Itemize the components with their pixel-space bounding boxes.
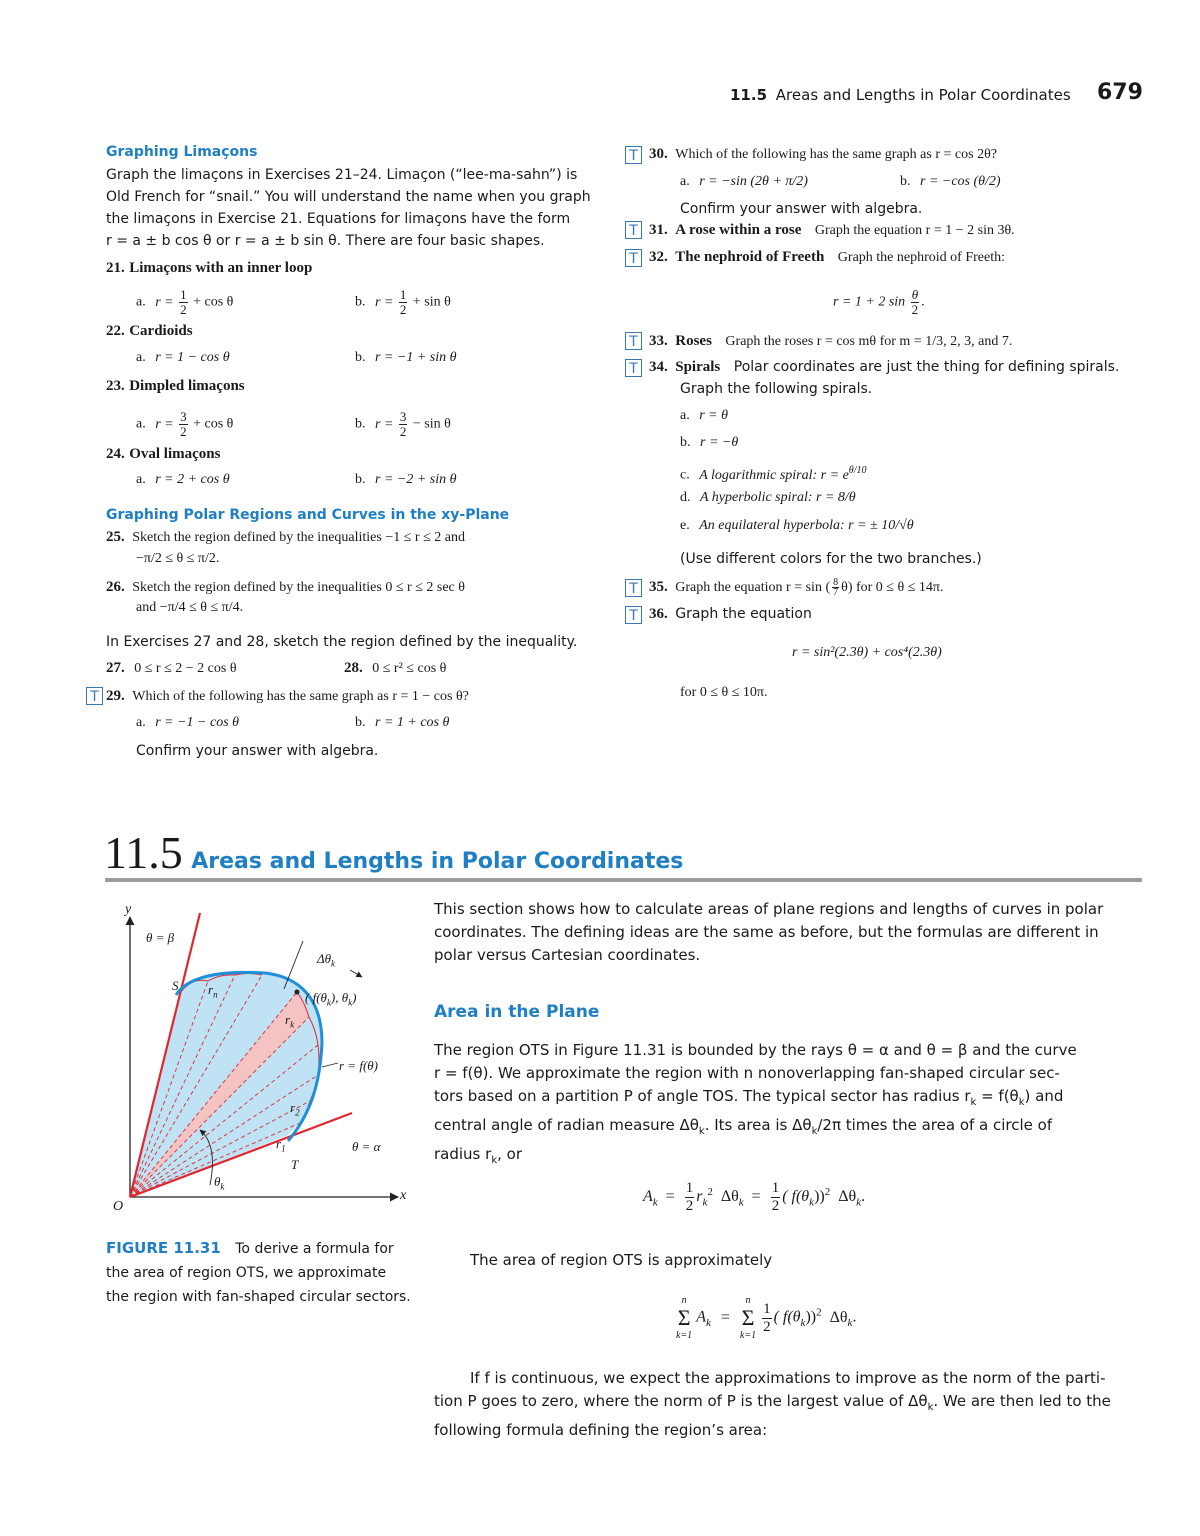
intro-line: polar versus Cartesian coordinates. bbox=[434, 946, 701, 964]
technology-icon: T bbox=[625, 332, 642, 350]
subscript: k bbox=[738, 1196, 744, 1209]
page-number: 679 bbox=[1097, 80, 1143, 105]
formula-sector-area bbox=[643, 1180, 865, 1215]
exercise-32 bbox=[649, 247, 1005, 268]
exercise-text: Graph the equation bbox=[675, 606, 812, 622]
period: . bbox=[921, 294, 925, 310]
exercise-30 bbox=[649, 144, 997, 165]
part-label: b. bbox=[355, 294, 366, 310]
fraction bbox=[771, 1180, 781, 1215]
exercise-23 bbox=[106, 376, 245, 396]
subscript: k bbox=[348, 997, 353, 1008]
equation: r = −θ bbox=[700, 435, 739, 450]
denominator: 2 bbox=[180, 302, 187, 317]
subscript: k bbox=[811, 1126, 818, 1137]
subscript: n bbox=[213, 989, 218, 1000]
part-label: a. bbox=[136, 715, 146, 730]
numerator: 1 bbox=[180, 287, 187, 302]
text: radius r bbox=[434, 1145, 492, 1163]
part-label: e. bbox=[680, 518, 690, 533]
part-label: a. bbox=[136, 294, 146, 310]
technology-icon: T bbox=[625, 606, 642, 624]
exercise-22a bbox=[136, 348, 230, 368]
exercise-29b bbox=[355, 713, 449, 733]
sum-lower: k=1 bbox=[676, 1330, 693, 1341]
denominator: 2 bbox=[763, 1318, 771, 1335]
label-r1 bbox=[276, 1136, 286, 1154]
exercise-29a bbox=[136, 713, 239, 733]
exercise-text: Graph the nephroid of Freeth: bbox=[837, 250, 1005, 265]
exercise-28 bbox=[344, 658, 446, 679]
r-symbol: r bbox=[285, 1012, 291, 1027]
exercise-text-end: θ) for 0 ≤ θ ≤ 14π. bbox=[841, 580, 944, 595]
equation-rest: + cos θ bbox=[193, 416, 234, 432]
exercise-29 bbox=[106, 686, 469, 707]
fraction bbox=[399, 410, 408, 439]
intro-line: coordinates. The defining ideas are the same as before, but the formulas are different in bbox=[434, 923, 1099, 941]
exercise-23b bbox=[355, 410, 451, 439]
para-line: r = f(θ). We approximate the region with n nonoverlapping fan-shaped circular sec- bbox=[434, 1064, 1060, 1082]
numerator: 8 bbox=[833, 577, 839, 589]
text: = f(θ bbox=[976, 1087, 1019, 1105]
exercise-title: Roses bbox=[675, 333, 712, 349]
section-intro bbox=[434, 898, 1144, 967]
fraction bbox=[762, 1301, 772, 1336]
exercise-title: The nephroid of Freeth bbox=[675, 249, 825, 265]
numerator: 1 bbox=[399, 287, 407, 302]
numerator: 1 bbox=[685, 1180, 694, 1196]
exercise-text: Graph the equation r = 1 − 2 sin 3θ. bbox=[814, 223, 1015, 238]
term: r bbox=[696, 1188, 703, 1206]
exercise-26 bbox=[106, 577, 465, 598]
subscript: k bbox=[705, 1316, 711, 1329]
exercise-35 bbox=[649, 577, 943, 598]
exercise-34d bbox=[680, 488, 856, 508]
para-line: The region OTS in Figure 11.31 is bounded by the rays θ = α and θ = β and the curve bbox=[434, 1041, 1077, 1059]
text: tors based on a partition P of angle TOS. The typical sector has radius r bbox=[434, 1087, 971, 1105]
exercise-title: Limaçons with an inner loop bbox=[129, 260, 313, 276]
subscript: k bbox=[800, 1316, 806, 1329]
exercise-number: 22. bbox=[106, 323, 125, 339]
subscript: k bbox=[326, 997, 331, 1008]
exercise-title: Spirals bbox=[675, 359, 721, 375]
figure-caption bbox=[106, 1236, 426, 1309]
exercise-title: Cardioids bbox=[129, 323, 193, 339]
exercise-number: 29. bbox=[106, 688, 125, 704]
subscript: k bbox=[491, 1155, 498, 1166]
text: , or bbox=[497, 1145, 522, 1163]
exercise-34 bbox=[649, 357, 1119, 378]
label-theta-beta: θ = β bbox=[146, 930, 175, 945]
para-line bbox=[434, 1143, 1144, 1172]
intro-line: Old French for “snail.” You will understand the name when you graph bbox=[106, 189, 591, 205]
exercise-title: Dimpled limaçons bbox=[129, 378, 245, 394]
caption-line: the region with fan-shaped circular sectors. bbox=[106, 1289, 411, 1305]
equation: r = bbox=[375, 294, 394, 310]
period: . bbox=[861, 1188, 866, 1206]
exercise-number: 35. bbox=[649, 579, 668, 595]
exponent: θ/10 bbox=[848, 465, 867, 476]
exercise-title: A rose within a rose bbox=[675, 222, 802, 238]
exercise-text: Sketch the region defined by the inequalities −1 ≤ r ≤ 2 and bbox=[132, 530, 465, 545]
intro-line: r = a ± b cos θ or r = a ± b sin θ. There are four basic shapes. bbox=[106, 233, 545, 249]
equation-rest: + cos θ bbox=[193, 294, 234, 310]
exercise-number: 31. bbox=[649, 222, 668, 238]
subscript: k bbox=[220, 1181, 225, 1192]
denominator: 2 bbox=[685, 1198, 694, 1214]
intro-line: Graph the limaçons in Exercises 21–24. Limaçon (“lee-ma-sahn”) is bbox=[106, 167, 578, 183]
label-x: x bbox=[400, 1188, 407, 1203]
exercise-34-note: (Use different colors for the two branches.) bbox=[680, 551, 982, 567]
equation: 0 ≤ r² ≤ cos θ bbox=[372, 661, 447, 676]
section-heading bbox=[104, 826, 683, 879]
equation: r = −2 + sin θ bbox=[375, 472, 457, 487]
fraction bbox=[399, 288, 408, 317]
numerator: 3 bbox=[180, 409, 187, 424]
exercise-34b bbox=[680, 433, 738, 453]
numerator: 3 bbox=[399, 409, 407, 424]
subscript: k bbox=[847, 1316, 853, 1329]
point-text: ) bbox=[352, 990, 357, 1005]
text: ) and bbox=[1024, 1087, 1064, 1105]
equation: A hyperbolic spiral: r = 8/θ bbox=[700, 490, 856, 505]
denominator: 2 bbox=[180, 424, 187, 439]
part-label: b. bbox=[355, 715, 366, 730]
section-rule bbox=[105, 878, 1142, 882]
denominator: 2 bbox=[399, 302, 407, 317]
fraction bbox=[179, 410, 188, 439]
para-line bbox=[434, 1114, 1144, 1143]
equation: r = bbox=[375, 416, 394, 432]
equation: r = −1 − cos θ bbox=[155, 715, 240, 730]
term: Δθ bbox=[720, 1188, 739, 1206]
text: tion P goes to zero, where the norm of P is the largest value of Δθ bbox=[434, 1392, 928, 1410]
part-label: a. bbox=[136, 472, 146, 487]
part-label: a. bbox=[136, 416, 146, 432]
exercise-number: 21. bbox=[106, 260, 125, 276]
part-label: d. bbox=[680, 490, 691, 505]
para-line bbox=[434, 1390, 1144, 1419]
caption-line: the area of region OTS, we approximate bbox=[106, 1265, 387, 1281]
technology-icon: T bbox=[625, 579, 642, 597]
part-label: a. bbox=[680, 408, 690, 423]
subscript: k bbox=[290, 1019, 295, 1030]
sigma-icon: Σ bbox=[741, 1305, 755, 1330]
limacon-intro bbox=[106, 164, 601, 252]
sum-upper: n bbox=[745, 1295, 751, 1306]
equation: r = θ bbox=[699, 408, 728, 423]
exercise-22 bbox=[106, 321, 193, 341]
part-label: b. bbox=[355, 416, 366, 432]
exercise-text: Graph the equation r = sin ( bbox=[675, 580, 831, 595]
exercise-34e bbox=[680, 516, 914, 536]
exercise-number: 33. bbox=[649, 333, 668, 349]
approx-intro: The area of region OTS is approximately bbox=[470, 1251, 773, 1269]
equation: r = 2 + cos θ bbox=[155, 472, 230, 487]
equation-rest: + sin θ bbox=[412, 294, 451, 310]
subscript: k bbox=[702, 1196, 708, 1209]
sigma-icon: Σ bbox=[677, 1305, 691, 1330]
technology-icon: T bbox=[625, 146, 642, 164]
r-symbol: r bbox=[276, 1136, 282, 1151]
part-label: b. bbox=[355, 472, 366, 487]
exercise-36-equation: r = sin²(2.3θ) + cos⁴(2.3θ) bbox=[792, 645, 942, 660]
equation: r = 1 + 2 sin bbox=[833, 294, 906, 310]
exercise-number: 26. bbox=[106, 579, 125, 595]
exercise-36-range: for 0 ≤ θ ≤ 10π. bbox=[680, 685, 768, 700]
exercise-number: 32. bbox=[649, 249, 668, 265]
equation-rest: − sin θ bbox=[412, 416, 451, 432]
text: central angle of radian measure Δθ bbox=[434, 1116, 699, 1134]
exercise-number: 25. bbox=[106, 529, 125, 545]
denominator: 2 bbox=[911, 302, 919, 317]
exercise-30b bbox=[900, 172, 1001, 192]
exercise-30a bbox=[680, 172, 808, 192]
label-theta-k bbox=[214, 1174, 224, 1192]
equation: A logarithmic spiral: r = e bbox=[699, 467, 849, 483]
r-symbol: r bbox=[208, 982, 214, 997]
exercise-text: Polar coordinates are just the thing for defining spirals. bbox=[733, 359, 1120, 375]
exercise-number: 30. bbox=[649, 146, 668, 162]
text: . We are then led to the bbox=[933, 1392, 1111, 1410]
denominator: 2 bbox=[771, 1198, 780, 1214]
equals: = bbox=[720, 1308, 730, 1326]
delta-arrow bbox=[350, 970, 362, 977]
label-curve: r = f(θ) bbox=[339, 1058, 378, 1073]
label-point bbox=[305, 990, 356, 1008]
exercise-number: 36. bbox=[649, 606, 668, 622]
formula-sum bbox=[676, 1294, 856, 1342]
exercise-24a bbox=[136, 470, 230, 490]
exercise-26-line2: and −π/4 ≤ θ ≤ π/4. bbox=[136, 600, 244, 615]
label-O: O bbox=[113, 1199, 124, 1214]
exercise-22b bbox=[355, 348, 457, 368]
technology-icon: T bbox=[625, 221, 642, 239]
section-number: 11.5 bbox=[104, 827, 183, 878]
subscript: k bbox=[856, 1196, 862, 1209]
exercise-27 bbox=[106, 658, 237, 679]
area-paragraph bbox=[434, 1039, 1144, 1172]
part-label: b. bbox=[355, 350, 366, 365]
exercise-33 bbox=[649, 331, 1012, 352]
part-label: a. bbox=[680, 174, 690, 189]
exercise-30-confirm: Confirm your answer with algebra. bbox=[680, 201, 923, 217]
subscript: 2 bbox=[295, 1107, 300, 1118]
term: A bbox=[643, 1188, 653, 1206]
theta-symbol: θ bbox=[214, 1174, 221, 1189]
exercise-text: Which of the following has the same graph as r = cos 2θ? bbox=[675, 147, 997, 162]
part-label: b. bbox=[680, 435, 691, 450]
subscript: k bbox=[809, 1196, 815, 1209]
point-text: ( f(θ bbox=[305, 990, 327, 1005]
exercise-34a bbox=[680, 406, 728, 426]
equation: r = 1 + cos θ bbox=[375, 715, 450, 730]
sum-1 bbox=[676, 1294, 692, 1342]
denominator: 7 bbox=[833, 587, 839, 599]
exercise-21a bbox=[136, 288, 233, 317]
exercise-number: 34. bbox=[649, 359, 668, 375]
exercise-24b bbox=[355, 470, 457, 490]
superscript: 2 bbox=[816, 1306, 822, 1319]
part-label: a. bbox=[136, 350, 146, 365]
heading-graphing-polar-regions: Graphing Polar Regions and Curves in the xy-Plane bbox=[106, 507, 510, 523]
label-rn bbox=[208, 982, 218, 1000]
subscript: k bbox=[970, 1097, 977, 1108]
superscript: 2 bbox=[707, 1185, 713, 1198]
heading-graphing-limacons: Graphing Limaçons bbox=[106, 144, 258, 160]
technology-icon: T bbox=[86, 687, 103, 705]
subscript: k bbox=[927, 1402, 934, 1413]
exercise-number: 27. bbox=[106, 660, 125, 676]
limit-paragraph bbox=[434, 1367, 1144, 1442]
period: . bbox=[852, 1308, 857, 1326]
subscript: k bbox=[698, 1126, 705, 1137]
exercise-21b bbox=[355, 288, 451, 317]
numerator: 1 bbox=[763, 1300, 771, 1317]
part-label: c. bbox=[680, 467, 690, 483]
numerator: θ bbox=[911, 287, 919, 302]
subscript: 1 bbox=[281, 1143, 286, 1154]
term: ( f(θ bbox=[773, 1308, 801, 1326]
sum-2 bbox=[740, 1294, 756, 1342]
equation: r = −sin (2θ + π/2) bbox=[699, 174, 808, 189]
equals: = bbox=[665, 1188, 675, 1206]
exercise-21 bbox=[106, 258, 312, 278]
term: Δθ bbox=[838, 1188, 857, 1206]
label-r2 bbox=[290, 1100, 300, 1118]
equation: r = −cos (θ/2) bbox=[920, 174, 1001, 189]
equation: 0 ≤ r ≤ 2 − 2 cos θ bbox=[134, 661, 237, 676]
text: /2π times the area of a circle of bbox=[817, 1116, 1053, 1134]
exercise-27-28-intro: In Exercises 27 and 28, sketch the region defined by the inequality. bbox=[106, 634, 578, 650]
equation: r = 1 − cos θ bbox=[155, 350, 230, 365]
exercise-number: 28. bbox=[344, 660, 363, 676]
numerator: 1 bbox=[771, 1180, 780, 1196]
technology-icon: T bbox=[625, 249, 642, 267]
exercise-text: Sketch the region defined by the inequalities 0 ≤ r ≤ 2 sec θ bbox=[132, 580, 465, 595]
exercise-36 bbox=[649, 604, 812, 625]
intro-line: the limaçons in Exercise 21. Equations for limaçons have the form bbox=[106, 211, 571, 227]
part-label: b. bbox=[900, 174, 911, 189]
denominator: 2 bbox=[399, 424, 407, 439]
equation: An equilateral hyperbola: r = ± 10/√θ bbox=[699, 518, 914, 533]
subscript: k bbox=[331, 958, 336, 969]
term: Δθ bbox=[829, 1308, 848, 1326]
equation: r = −1 + sin θ bbox=[375, 350, 457, 365]
exercise-text: Graph the roses r = cos mθ for m = 1/3, 2, 3, and 7. bbox=[725, 334, 1013, 349]
header-title: Areas and Lengths in Polar Coordinates bbox=[775, 86, 1071, 104]
intro-line: This section shows how to calculate areas of plane regions and lengths of curves in polar bbox=[434, 900, 1104, 918]
para-line: following formula defining the region’s area: bbox=[434, 1421, 768, 1439]
curve-leader bbox=[322, 1063, 338, 1067]
exercise-29-confirm: Confirm your answer with algebra. bbox=[136, 743, 379, 759]
exercise-text: Which of the following has the same graph as r = 1 − cos θ? bbox=[132, 689, 469, 704]
term: A bbox=[696, 1308, 706, 1326]
label-theta-alpha: θ = α bbox=[352, 1139, 381, 1154]
figure-label: FIGURE 11.31 bbox=[106, 1239, 221, 1257]
subheading-area-in-the-plane: Area in the Plane bbox=[434, 1002, 600, 1022]
exercise-32-equation bbox=[833, 288, 925, 317]
label-y: y bbox=[125, 902, 132, 917]
exercise-25-line2: −π/2 ≤ θ ≤ π/2. bbox=[136, 551, 220, 566]
term: )) bbox=[814, 1188, 825, 1206]
fraction bbox=[911, 288, 919, 317]
header-section: 11.5 bbox=[730, 86, 768, 104]
exercise-number: 23. bbox=[106, 378, 125, 394]
exercise-24 bbox=[106, 444, 220, 464]
caption-line: To derive a formula for bbox=[235, 1241, 394, 1257]
label-rk bbox=[285, 1012, 294, 1030]
label-T: T bbox=[291, 1157, 299, 1172]
equals: = bbox=[751, 1188, 761, 1206]
exercise-number: 24. bbox=[106, 446, 125, 462]
point-text: ), θ bbox=[330, 990, 349, 1005]
label-S: S bbox=[172, 978, 179, 993]
exercise-23a bbox=[136, 410, 233, 439]
exercise-34-line2: Graph the following spirals. bbox=[680, 381, 873, 397]
term: )) bbox=[805, 1308, 817, 1326]
term: ( f(θ bbox=[782, 1188, 810, 1206]
technology-icon: T bbox=[625, 359, 642, 377]
fraction bbox=[832, 578, 839, 597]
equation: r = bbox=[155, 416, 174, 432]
para-line: If f is continuous, we expect the approximations to improve as the norm of the parti- bbox=[470, 1369, 1106, 1387]
exercise-25 bbox=[106, 527, 465, 548]
point-marker bbox=[295, 990, 300, 995]
exercise-title: Oval limaçons bbox=[129, 446, 221, 462]
equation: r = bbox=[155, 294, 174, 310]
text: . Its area is Δθ bbox=[704, 1116, 812, 1134]
subscript: k bbox=[652, 1196, 658, 1209]
exercise-34c bbox=[680, 461, 867, 486]
exercise-31 bbox=[649, 220, 1015, 241]
sum-upper: n bbox=[681, 1295, 687, 1306]
label-delta-theta bbox=[317, 951, 335, 969]
subscript: k bbox=[1018, 1097, 1025, 1108]
delta-symbol: Δθ bbox=[317, 951, 332, 966]
fraction bbox=[179, 288, 188, 317]
superscript: 2 bbox=[824, 1185, 831, 1198]
running-header bbox=[730, 86, 1071, 104]
para-line bbox=[434, 1085, 1144, 1114]
fraction bbox=[685, 1180, 695, 1215]
section-title: Areas and Lengths in Polar Coordinates bbox=[191, 849, 684, 874]
sum-lower: k=1 bbox=[739, 1330, 757, 1341]
r-symbol: r bbox=[290, 1100, 296, 1115]
